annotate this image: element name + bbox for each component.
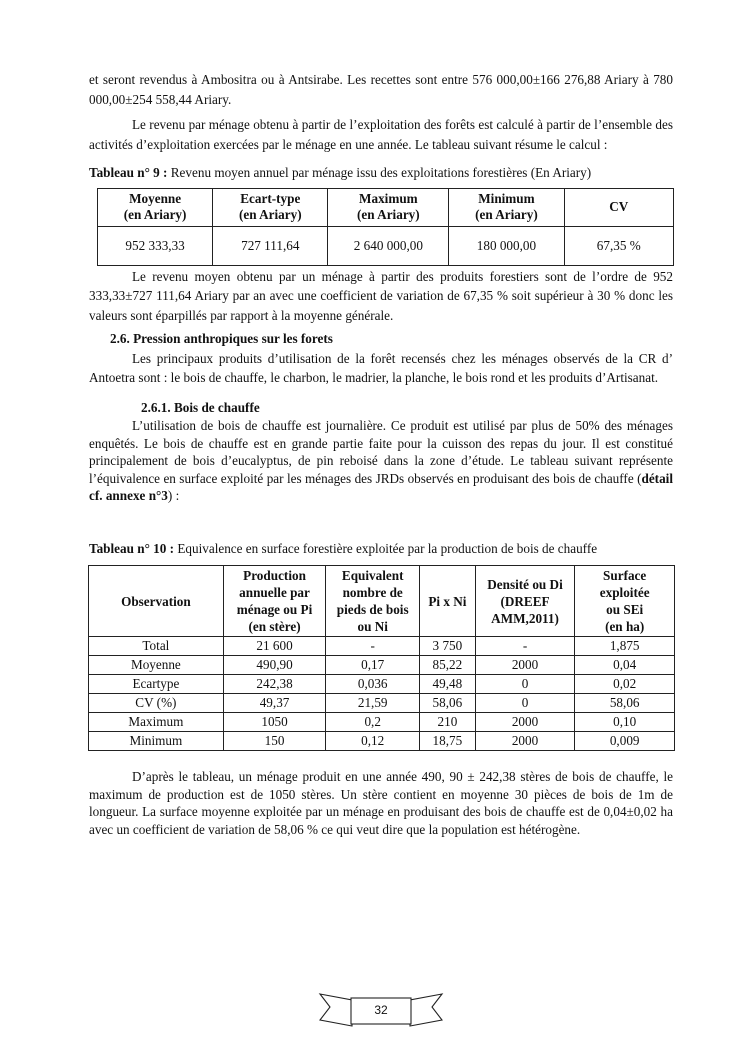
table10-cell: 0,036 (326, 675, 420, 694)
table9-header-moyenne: Moyenne (en Ariary) (98, 188, 213, 226)
table9-header-ecart-type: Ecart-type (en Ariary) (213, 188, 328, 226)
table10-cell: 0,04 (575, 656, 675, 675)
table10-cell: 0,10 (575, 713, 675, 732)
table10-cell: 0,02 (575, 675, 675, 694)
table10-cell: 2000 (475, 713, 575, 732)
table9-cell: 180 000,00 (449, 226, 564, 265)
section-heading-2-6-1: 2.6.1. Bois de chauffe (141, 399, 260, 415)
table10-cell: 2000 (475, 732, 575, 751)
table9-header-cv: CV (564, 188, 673, 226)
table10-row-moyenne (89, 656, 675, 675)
table10-cell: - (475, 637, 575, 656)
table10-row-ecartype (89, 675, 675, 694)
table10-cell: 1,875 (575, 637, 675, 656)
paragraph-conclusion: D’après le tableau, un ménage produit en une année 490, 90 ± 242,38 stères de bois de chauffe, le maximum de production est de 1050 stères. Un stère contient en moyenne 30 pièces de bois de 1m de longueur. La surface moyenne exploitée par un ménage en produisant des bois de chauffe est de 0,04±0,02 ha avec un coefficient de variation de 58,06 % ce qui veut dire que la population est hétérogène. (89, 769, 673, 837)
table9-header-row (98, 188, 674, 226)
table-9 (97, 188, 674, 266)
paragraph-produits: Les principaux produits d’utilisation de la forêt recensés chez les ménages observés de la CR d’ Antoetra sont : le bois de chauffe, le charbon, le madrier, la planche, le bois rond et les produits d’Artisanat. (89, 350, 673, 385)
table10-row-maximum (89, 713, 675, 732)
table10-cell: 242,38 (223, 675, 326, 694)
annex-reference: détail cf. annexe n°3 (89, 470, 673, 503)
page-number: 32 (374, 1003, 388, 1017)
table10-cell: 3 750 (420, 637, 476, 656)
table10-cell: 0 (475, 675, 575, 694)
table10-header-production: Production annuelle par ménage ou Pi (en stère) (223, 566, 326, 637)
table10-cell: 58,06 (575, 694, 675, 713)
page-body (89, 70, 673, 838)
table10-caption-label: Tableau n° 10 : (89, 540, 175, 556)
paragraph-bois-chauffe: L’utilisation de bois de chauffe est journalière. Ce produit est utilisé par plus de 50% des ménages enquêtés. Le bois de chauffe est en grande partie faite pour la cuisson des repas du jour. Il est constitué principalement de bois d’eucalyptus, de pin reboisé dans la zone d’étude. Le tableau suivant représente l’équivalence en surface exploité par les ménages des JRDs observés en produisant des bois de chauffe (détail cf. annexe n°3) : (89, 418, 673, 503)
table9-cell: 2 640 000,00 (328, 226, 449, 265)
table9-cell: 952 333,33 (98, 226, 213, 265)
table10-cell: 58,06 (420, 694, 476, 713)
table10-header-densite: Densité ou Di (DREEF AMM,2011) (475, 566, 575, 637)
table10-row-total (89, 637, 675, 656)
table10-caption-text: Equivalence en surface forestière exploitée par la production de bois de chauffe (174, 540, 598, 556)
table9-data-row (98, 226, 674, 265)
table9-header-minimum: Minimum (en Ariary) (449, 188, 564, 226)
table10-cell: 0,17 (326, 656, 420, 675)
table9-caption-label: Tableau n° 9 : (89, 165, 168, 180)
table10-cell: Maximum (89, 713, 224, 732)
section-heading-2-6: 2.6. Pression anthropiques sur les forets (110, 331, 333, 346)
table10-row-minimum (89, 732, 675, 751)
paragraph-revenu-moyen: Le revenu moyen obtenu par un ménage à partir des produits forestiers sont de l’ordre de 952 333,33±727 111,64 Ariary par an avec une coefficient de variation de 67,35 % soit supérieur à 30 % donc les valeurs sont éparpillés par rapport à la moyenne générale. (89, 268, 673, 323)
table10-cell: 0,009 (575, 732, 675, 751)
table10-cell: 490,90 (223, 656, 326, 675)
table10-header-pixni: Pi x Ni (420, 566, 476, 637)
table10-cell: 49,48 (420, 675, 476, 694)
table9-caption (89, 163, 673, 183)
table9-cell: 727 111,64 (213, 226, 328, 265)
table10-cell: 49,37 (223, 694, 326, 713)
table10-cell: Total (89, 637, 224, 656)
table10-header-surface: Surface exploitée ou SEi (en ha) (575, 566, 675, 637)
table10-cell: Moyenne (89, 656, 224, 675)
table10-cell: 1050 (223, 713, 326, 732)
table10-cell: Minimum (89, 732, 224, 751)
table9-caption-text: Revenu moyen annuel par ménage issu des exploitations forestières (En Ariary) (167, 165, 592, 180)
table10-cell: 0,2 (326, 713, 420, 732)
table10-cell: - (326, 637, 420, 656)
table10-cell: 150 (223, 732, 326, 751)
table10-cell: 21 600 (223, 637, 326, 656)
table10-cell: 18,75 (420, 732, 476, 751)
table-10 (88, 565, 675, 751)
table10-cell: 210 (420, 713, 476, 732)
table10-row-cv (89, 694, 675, 713)
table10-cell: 0,12 (326, 732, 420, 751)
table10-cell: 85,22 (420, 656, 476, 675)
paragraph-recettes: et seront revendus à Ambositra ou à Antsirabe. Les recettes sont entre 576 000,00±166 276,88 Ariary à 780 000,00±254 558,44 Ariary. (89, 72, 673, 107)
table10-cell: 21,59 (326, 694, 420, 713)
table10-cell: 0 (475, 694, 575, 713)
table10-cell: CV (%) (89, 694, 224, 713)
paragraph-revenu: Le revenu par ménage obtenu à partir de l’exploitation des forêts est calculé à partir de l’ensemble des activités d’exploitation exercées par le ménage en une année. Le tableau suivant résume le calcul : (89, 117, 673, 152)
table10-header-equivalent: Equivalent nombre de pieds de bois ou Ni (326, 566, 420, 637)
table9-cell: 67,35 % (564, 226, 673, 265)
table10-cell: 2000 (475, 656, 575, 675)
table10-caption (89, 539, 673, 559)
table10-cell: Ecartype (89, 675, 224, 694)
table9-header-maximum: Maximum (en Ariary) (328, 188, 449, 226)
table10-header-observation: Observation (89, 566, 224, 637)
table10-header-row (89, 566, 675, 637)
